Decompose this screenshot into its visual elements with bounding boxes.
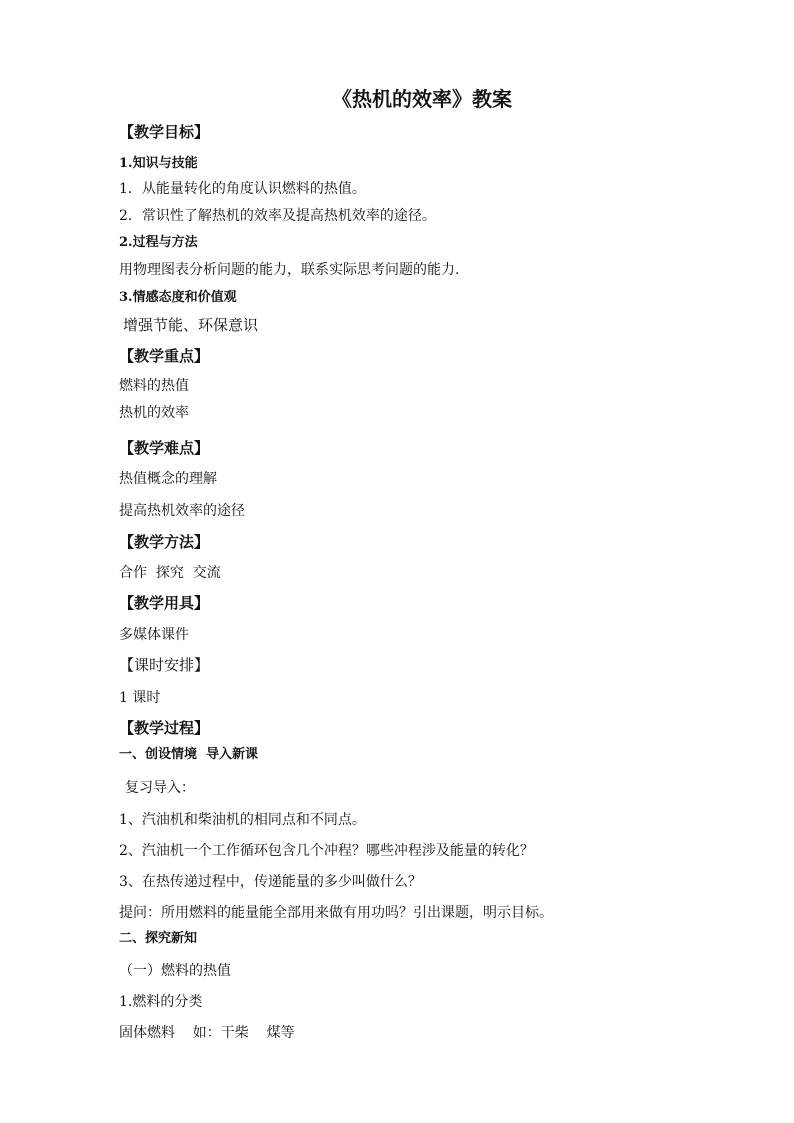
part-two-title: 二、探究新知 xyxy=(119,931,198,946)
methods-heading: 【教学方法】 xyxy=(119,533,210,551)
methods-text: 合作 探究 交流 xyxy=(119,565,221,581)
process-method-text: 用物理图表分析问题的能力，联系实际思考问题的能力. xyxy=(119,262,460,278)
objectives-heading: 【教学目标】 xyxy=(119,123,210,141)
teaching-process-heading: 【教学过程】 xyxy=(119,719,210,737)
subsection-title: （一）燃料的热值 xyxy=(119,963,231,979)
difficulty-item: 热值概念的理解 xyxy=(119,471,217,487)
key-point-item: 燃料的热值 xyxy=(119,378,189,394)
document-title: 《热机的效率》教案 xyxy=(332,87,512,111)
schedule-text: 1 课时 xyxy=(119,690,161,706)
difficulties-heading: 【教学难点】 xyxy=(119,439,210,457)
review-question: 3、在热传递过程中，传递能量的多少叫做什么？ xyxy=(119,874,422,890)
tools-text: 多媒体课件 xyxy=(119,627,189,643)
knowledge-skills-title: 1.知识与技能 xyxy=(119,156,198,171)
review-question: 2、汽油机一个工作循环包含几个冲程？哪些冲程涉及能量的转化？ xyxy=(119,843,534,859)
attitude-values-text: 增强节能、环保意识 xyxy=(123,316,259,334)
attitude-values-title: 3.情感态度和价值观 xyxy=(119,290,237,305)
process-method-title: 2.过程与方法 xyxy=(119,235,198,250)
difficulty-item: 提高热机效率的途径 xyxy=(119,503,245,519)
key-point-item: 热机的效率 xyxy=(119,405,189,421)
review-question: 1、汽油机和柴油机的相同点和不同点。 xyxy=(119,812,366,828)
subsection-example: 固体燃料 如：干柴 煤等 xyxy=(119,1025,295,1041)
subsection-item: 1.燃料的分类 xyxy=(119,994,203,1010)
part-one-title: 一、创设情境 导入新课 xyxy=(119,747,259,762)
key-points-heading: 【教学重点】 xyxy=(119,347,210,365)
question-prompt: 提问：所用燃料的能量能全部用来做有用功吗？引出课题，明示目标。 xyxy=(119,905,553,921)
knowledge-item: 2．常识性了解热机的效率及提高热机效率的途径。 xyxy=(119,208,436,224)
schedule-heading: 【课时安排】 xyxy=(119,656,210,674)
review-label: 复习导入： xyxy=(125,780,195,796)
knowledge-item: 1．从能量转化的角度认识燃料的热值。 xyxy=(119,181,366,197)
tools-heading: 【教学用具】 xyxy=(119,594,210,612)
